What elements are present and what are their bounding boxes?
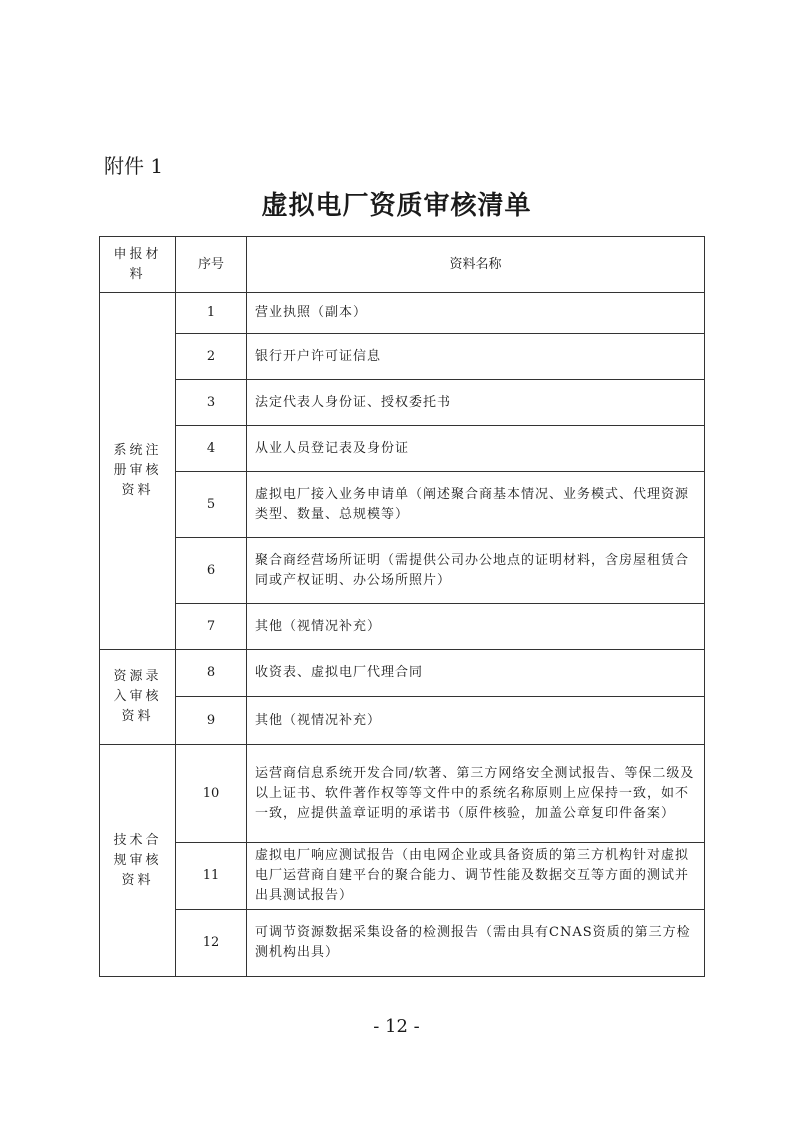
table-row bbox=[100, 697, 705, 745]
table-row bbox=[100, 538, 705, 604]
table-row bbox=[100, 910, 705, 977]
row-number: 5 bbox=[176, 472, 247, 538]
header-document-name: 资料名称 bbox=[247, 237, 705, 293]
page-number: - 12 - bbox=[373, 1016, 420, 1037]
row-number: 4 bbox=[176, 426, 247, 472]
row-number: 1 bbox=[176, 293, 247, 334]
table-row bbox=[100, 843, 705, 910]
table-row bbox=[100, 334, 705, 380]
row-document-name: 运营商信息系统开发合同/软著、第三方网络安全测试报告、等保二级及以上证书、软件著作权等等文件中的系统名称原则上应保持一致，如不一致，应提供盖章证明的承诺书（原件核验，加盖公章复印件备案） bbox=[247, 745, 705, 843]
table-row bbox=[100, 745, 705, 843]
row-number: 12 bbox=[176, 910, 247, 977]
table-row bbox=[100, 426, 705, 472]
row-number: 11 bbox=[176, 843, 247, 910]
audit-checklist-table bbox=[99, 236, 705, 977]
row-document-name: 收资表、虚拟电厂代理合同 bbox=[247, 650, 705, 697]
attachment-label: 附件 1 bbox=[104, 154, 164, 178]
table-row bbox=[100, 472, 705, 538]
row-number: 9 bbox=[176, 697, 247, 745]
row-document-name: 其他（视情况补充） bbox=[247, 604, 705, 650]
category-cell: 资源录入审核资料 bbox=[100, 650, 176, 745]
header-number: 序号 bbox=[176, 237, 247, 293]
row-document-name: 法定代表人身份证、授权委托书 bbox=[247, 380, 705, 426]
row-document-name: 可调节资源数据采集设备的检测报告（需由具有CNAS资质的第三方检测机构出具） bbox=[247, 910, 705, 977]
row-document-name: 从业人员登记表及身份证 bbox=[247, 426, 705, 472]
category-cell: 系统注册审核资料 bbox=[100, 293, 176, 650]
row-document-name: 聚合商经营场所证明（需提供公司办公地点的证明材料，含房屋租赁合同或产权证明、办公场所照片） bbox=[247, 538, 705, 604]
row-document-name: 营业执照（副本） bbox=[247, 293, 705, 334]
table-row bbox=[100, 293, 705, 334]
header-category: 申报材料 bbox=[100, 237, 176, 293]
document-title: 虚拟电厂资质审核清单 bbox=[261, 191, 532, 221]
table-row bbox=[100, 604, 705, 650]
row-number: 3 bbox=[176, 380, 247, 426]
row-document-name: 银行开户许可证信息 bbox=[247, 334, 705, 380]
table-header-row bbox=[100, 237, 705, 293]
row-number: 6 bbox=[176, 538, 247, 604]
row-number: 7 bbox=[176, 604, 247, 650]
row-number: 2 bbox=[176, 334, 247, 380]
category-cell: 技术合规审核资料 bbox=[100, 745, 176, 977]
row-document-name: 虚拟电厂接入业务申请单（阐述聚合商基本情况、业务模式、代理资源类型、数量、总规模等） bbox=[247, 472, 705, 538]
row-document-name: 其他（视情况补充） bbox=[247, 697, 705, 745]
row-document-name: 虚拟电厂响应测试报告（由电网企业或具备资质的第三方机构针对虚拟电厂运营商自建平台的聚合能力、调节性能及数据交互等方面的测试并出具测试报告） bbox=[247, 843, 705, 910]
table-row bbox=[100, 650, 705, 697]
row-number: 8 bbox=[176, 650, 247, 697]
table-row bbox=[100, 380, 705, 426]
row-number: 10 bbox=[176, 745, 247, 843]
